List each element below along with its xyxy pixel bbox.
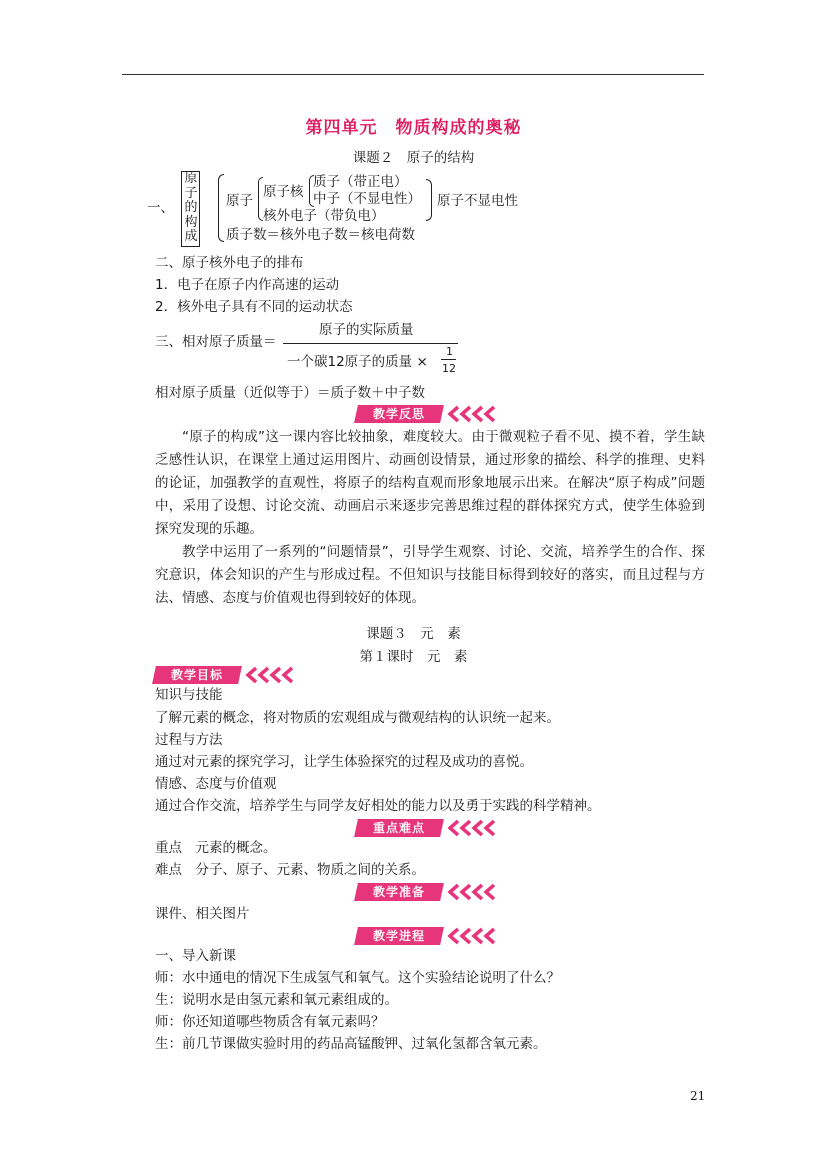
lesson3-title: 课题３ 元 素 [366,626,461,642]
process-line: 师：你还知道哪些物质含有氧元素吗？ [155,1014,385,1030]
lesson3-subtitle: 第１课时 元 素 [359,649,468,665]
key-point: 重点 元素的概念。 [155,840,277,856]
reflection-text [155,426,705,610]
process-line: 生：前几节课做实验时用的药品高锰酸钾、过氧化氢都含氧元素。 [155,1036,547,1052]
goals-banner-label: 教学目标 [170,668,223,682]
chevrons-icon [446,405,496,423]
box-char: 子 [184,185,198,201]
section2-item: 1．电子在原子内作高速的运动 [155,277,340,293]
reflection-paragraph: 教学中运用了一系列的“问题情景”，引导学生观察、讨论、交流，培养学生的合作、探究意识，体会知识的产生与形成过程。不但知识与技能目标得到较好的落实，而且过程与方法、情感、态度与价值观也得到较好的体现。 [155,544,705,606]
section3-heading: 三、相对原子质量＝ [155,334,277,350]
atom-label: 原子 [226,193,253,209]
page-number: 21 [690,1089,706,1103]
lesson2-title: 课题２ 原子的结构 [352,150,475,166]
formula-numerator: 原子的实际质量 [319,322,414,338]
fraction-line [283,343,458,344]
chevrons-icon [446,927,496,945]
section2-item: 2．核外电子具有不同的运动状态 [155,299,353,315]
section2-heading: 二、原子核外电子的排布 [155,255,304,271]
structure-label-box [181,171,200,247]
goal-text: 了解元素的概念，将对物质的宏观组成与微观结构的认识统一起来。 [155,710,560,726]
chevrons-icon [446,883,496,901]
equality-text: 质子数＝核外电子数＝核电荷数 [226,227,415,243]
approx-formula: 相对原子质量（近似等于）＝质子数＋中子数 [155,385,425,401]
prep-text: 课件、相关图片 [155,906,250,922]
outer-brace [218,174,224,242]
goal-text: 通过对元素的探究学习，让学生体验探究的过程及成功的喜悦。 [155,754,533,770]
reflection-banner-label: 教学反思 [372,407,425,421]
chevrons-icon [446,819,496,837]
section1-number: 一、 [147,200,174,216]
box-char: 构 [184,214,198,230]
process-banner-label: 教学进程 [372,929,425,943]
process-line: 生：说明水是由氢元素和氧元素组成的。 [155,992,398,1008]
formula-denominator: 一个碳12原子的质量 × [287,354,428,370]
closing-brace [426,179,432,221]
box-char: 成 [184,229,198,244]
unit-title: 第四单元 物质构成的奥秘 [305,118,522,138]
neutron-label: 中子（不显电性） [313,191,421,207]
box-char: 的 [184,200,198,215]
process-line: 一、导入新课 [155,948,236,964]
small-fraction-line [441,359,456,360]
proton-label: 质子（带正电） [313,174,408,190]
prep-banner [356,883,496,901]
chevrons-icon [244,666,294,684]
goal-heading: 过程与方法 [155,732,223,748]
goals-banner [154,666,294,684]
keypoints-banner-label: 重点难点 [372,821,425,835]
process-banner [356,927,496,945]
electron-label: 核外电子（带负电） [263,208,385,224]
difficult-point: 难点 分子、原子、元素、物质之间的关系。 [155,862,425,878]
nucleus-label: 原子核 [263,184,304,200]
keypoints-banner [356,819,496,837]
fraction-numerator: 1 [446,345,453,358]
goal-heading: 情感、态度与价值观 [155,776,277,792]
prep-banner-label: 教学准备 [372,885,425,899]
box-char: 原 [184,171,198,186]
process-line: 师：水中通电的情况下生成氢气和氧气。这个实验结论说明了什么？ [155,970,560,986]
neutral-label: 原子不显电性 [437,193,518,209]
reflection-paragraph: “原子的构成”这一课内容比较抽象，难度较大。由于微观粒子看不见、摸不着，学生缺乏感性认识，在课堂上通过运用图片、动画创设情景，通过形象的描绘、科学的推理、史料的论证，加强教学的直观性，将原子的结构直观而形象地展示出来。在解决“原子构成”问题中，采用了设想、讨论交流、动画启示来逐步完善思维过程的群体探究方式，使学生体验到探究发现的乐趣。 [155,429,705,537]
goal-heading: 知识与技能 [155,687,223,703]
header-rule [122,74,704,75]
goal-text: 通过合作交流，培养学生与同学友好相处的能力以及勇于实践的科学精神。 [155,798,601,814]
reflection-banner [356,405,496,423]
fraction-denominator: 12 [442,362,456,375]
